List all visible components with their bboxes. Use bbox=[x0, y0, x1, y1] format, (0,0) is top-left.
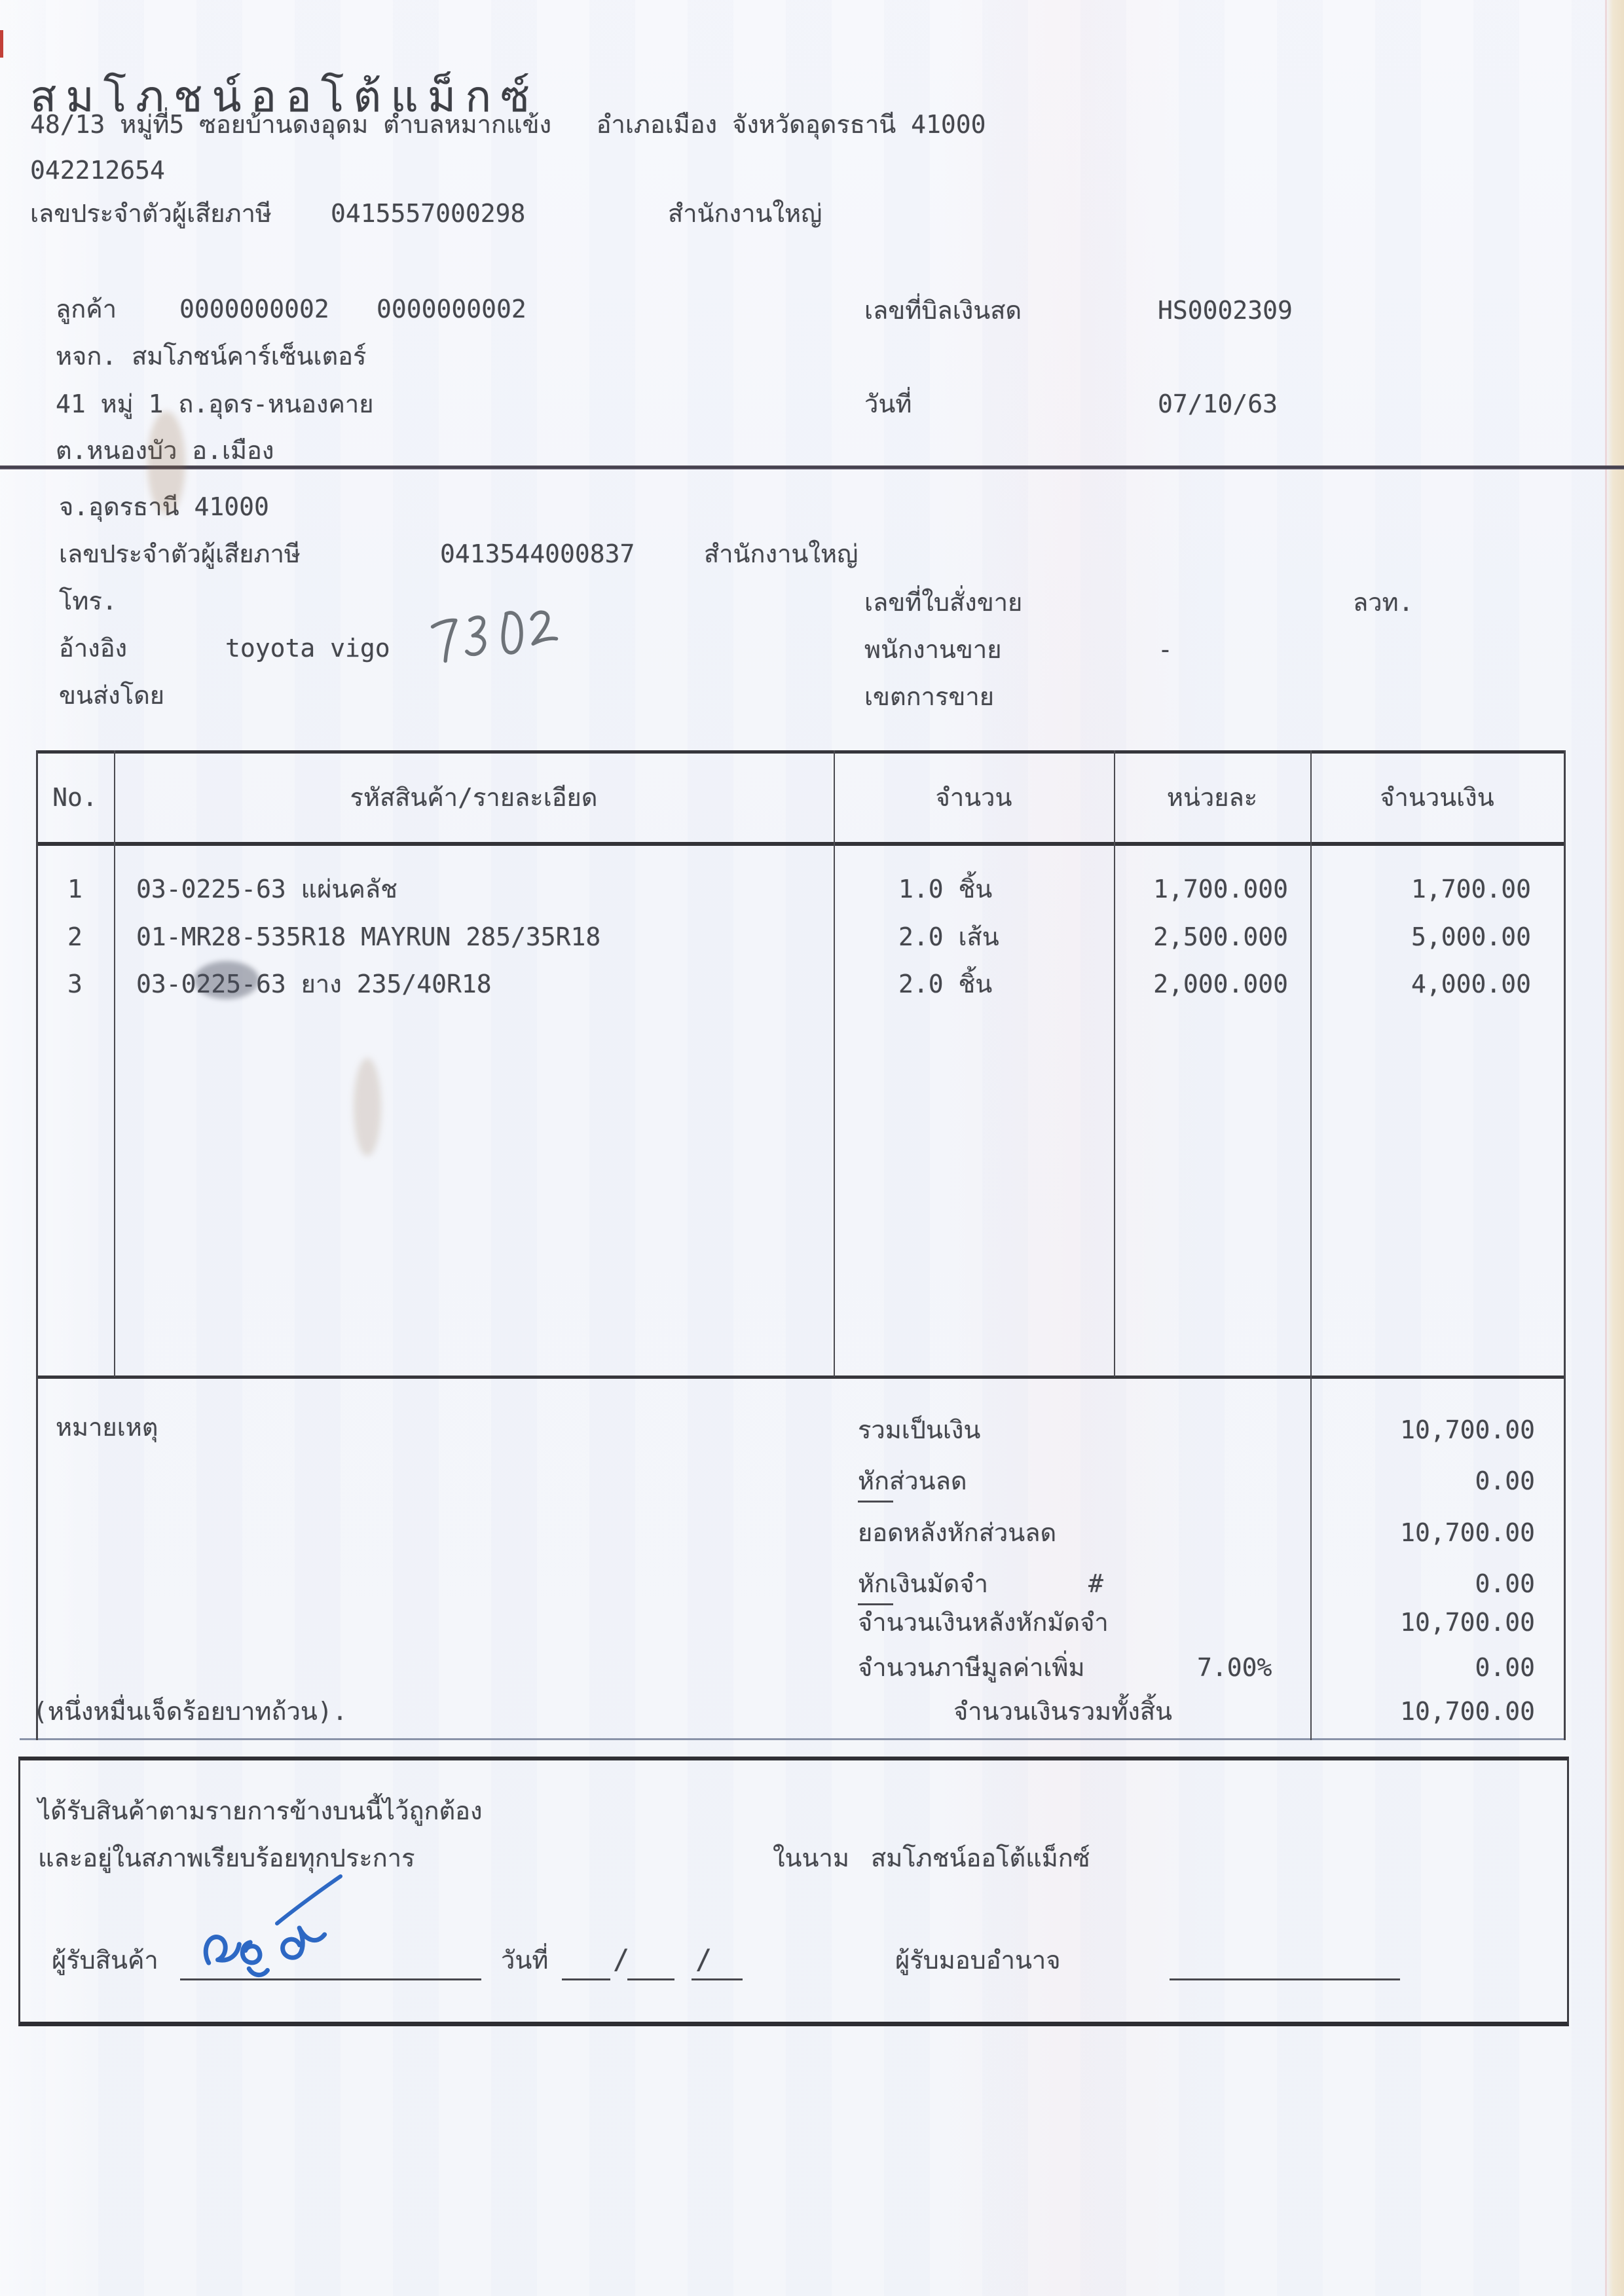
item-unit-price: 2,000.000 bbox=[1153, 970, 1288, 998]
date-year-line bbox=[692, 1978, 743, 1980]
bill-date-value: 07/10/63 bbox=[1158, 390, 1278, 418]
total-label: ยอดหลังหักส่วนลด bbox=[858, 1518, 1057, 1547]
bill-date-label: วันที่ bbox=[864, 390, 912, 418]
table-col-divider-qty bbox=[1114, 750, 1115, 1377]
header-amount: จำนวนเงิน bbox=[1380, 783, 1494, 812]
header-qty: จำนวน bbox=[935, 783, 1012, 812]
company-name: สมโภชน์ออโต้แม็กซ์ bbox=[30, 71, 540, 122]
header-unit-price: หน่วยละ bbox=[1166, 783, 1258, 812]
signature-scribble bbox=[187, 1916, 335, 1988]
total-label: หักเงินมัดจำ bbox=[858, 1569, 988, 1598]
table-items-totals-divider bbox=[36, 1376, 1566, 1379]
customer-address-1: 41 หมู่ 1 ถ.อุดร-หนองคาย bbox=[56, 390, 374, 418]
customer-label: ลูกค้า bbox=[56, 295, 117, 323]
date-slash: / bbox=[613, 1943, 630, 1975]
in-name-company: สมโภชน์ออโต้แม็กซ์ bbox=[871, 1844, 1090, 1872]
table-header-divider bbox=[36, 842, 1566, 846]
company-phone: 042212654 bbox=[30, 156, 165, 185]
header-no: No. bbox=[52, 783, 98, 812]
scan-smudge bbox=[194, 961, 259, 999]
total-label: หักส่วนลด bbox=[858, 1467, 967, 1495]
label-underline bbox=[858, 1603, 893, 1605]
item-qty: 1.0 ชิ้น bbox=[898, 875, 993, 903]
table-top-border bbox=[36, 750, 1566, 754]
total-value: 0.00 bbox=[1475, 1569, 1535, 1598]
table-right-border bbox=[1564, 750, 1566, 1740]
date-day-line bbox=[562, 1978, 610, 1980]
company-tax-id: 0415557000298 bbox=[331, 199, 526, 228]
receiver-label: ผู้รับสินค้า bbox=[52, 1946, 158, 1975]
salesperson-label: พนักงานขาย bbox=[864, 635, 1002, 664]
total-value: 10,700.00 bbox=[1400, 1415, 1535, 1444]
customer-name: หจก. สมโภชน์คาร์เซ็นเตอร์ bbox=[56, 342, 367, 371]
sale-area-label: เขตการขาย bbox=[864, 682, 994, 711]
note-label: หมายเหตุ bbox=[56, 1413, 158, 1442]
table-col-divider-no bbox=[114, 750, 115, 1377]
total-label: รวมเป็นเงิน bbox=[858, 1415, 981, 1444]
total-value: 0.00 bbox=[1475, 1653, 1535, 1682]
total-value: 10,700.00 bbox=[1400, 1608, 1535, 1637]
total-extra: 7.00% bbox=[1197, 1653, 1272, 1682]
bill-no-label: เลขที่บิลเงินสด bbox=[864, 296, 1022, 325]
item-qty: 2.0 เส้น bbox=[898, 922, 999, 951]
customer-tax-id: 0413544000837 bbox=[440, 539, 635, 568]
scan-edge-strip bbox=[1606, 0, 1624, 2296]
company-address: 48/13 หมู่ที่5 ซอยบ้านดงอุดม ตำบลหมากแข้ง อำเภอเมือง จังหวัดอุดรธานี 41000 bbox=[30, 110, 986, 139]
table-bottom-border bbox=[20, 1738, 1565, 1740]
total-value: 10,700.00 bbox=[1400, 1518, 1535, 1547]
scan-smudge bbox=[354, 1058, 381, 1156]
total-value: 0.00 bbox=[1475, 1467, 1535, 1495]
footer-date-label: วันที่ bbox=[501, 1946, 549, 1975]
label-underline bbox=[858, 1501, 893, 1503]
salesperson-value: - bbox=[1158, 635, 1173, 664]
item-amount: 4,000.00 bbox=[1411, 970, 1531, 998]
in-name-label: ในนาม bbox=[773, 1844, 849, 1872]
item-unit-price: 1,700.000 bbox=[1153, 875, 1288, 903]
item-no: 2 bbox=[67, 922, 83, 951]
phone-label: โทร. bbox=[59, 587, 117, 615]
item-amount: 1,700.00 bbox=[1411, 875, 1531, 903]
customer-address-2: ต.หนองบัว อ.เมือง bbox=[56, 436, 274, 465]
table-col-divider-desc bbox=[834, 750, 835, 1377]
lwt-label: ลวท. bbox=[1353, 588, 1414, 617]
grand-total-value: 10,700.00 bbox=[1400, 1697, 1535, 1726]
receiver-signature-line bbox=[180, 1978, 481, 1980]
item-no: 1 bbox=[67, 875, 83, 903]
sale-order-label: เลขที่ใบสั่งขาย bbox=[864, 588, 1023, 617]
item-desc: 03-0225-63 ยาง 235/40R18 bbox=[136, 970, 492, 998]
customer-tax-id-label: เลขประจำตัวผู้เสียภาษี bbox=[59, 539, 301, 568]
item-no: 3 bbox=[67, 970, 83, 998]
total-extra: # bbox=[1088, 1569, 1103, 1598]
footer-line-2: และอยู่ในสภาพเรียบร้อยทุกประการ bbox=[38, 1844, 415, 1872]
handwritten-ref-7302 bbox=[426, 598, 569, 678]
transport-label: ขนส่งโดย bbox=[59, 681, 165, 710]
customer-code-1: 0000000002 bbox=[179, 295, 329, 323]
date-month-line bbox=[627, 1978, 674, 1980]
item-unit-price: 2,500.000 bbox=[1153, 922, 1288, 951]
company-head-office: สำนักงานใหญ่ bbox=[668, 199, 822, 228]
item-amount: 5,000.00 bbox=[1411, 922, 1531, 951]
item-desc: 03-0225-63 แผ่นคลัช bbox=[136, 875, 397, 903]
reference-label: อ้างอิง bbox=[59, 634, 128, 663]
scan-smudge bbox=[147, 411, 185, 515]
total-label: จำนวนภาษีมูลค่าเพิ่ม bbox=[858, 1653, 1085, 1682]
item-qty: 2.0 ชิ้น bbox=[898, 970, 993, 998]
authorized-signature-line bbox=[1170, 1978, 1400, 1980]
grand-total-label: จำนวนเงินรวมทั้งสิ้น bbox=[953, 1697, 1172, 1726]
header-desc: รหัสสินค้า/รายละเอียด bbox=[350, 783, 598, 812]
customer-head-office: สำนักงานใหญ่ bbox=[704, 539, 858, 568]
scan-red-speck bbox=[0, 30, 3, 58]
company-tax-id-label: เลขประจำตัวผู้เสียภาษี bbox=[30, 199, 272, 228]
date-slash: / bbox=[695, 1943, 712, 1975]
amount-in-words: (หนึ่งหมื่นเจ็ดร้อยบาทถ้วน). bbox=[33, 1697, 348, 1726]
customer-code-2: 0000000002 bbox=[377, 295, 526, 323]
scan-fold-line bbox=[0, 465, 1624, 469]
authorized-label: ผู้รับมอบอำนาจ bbox=[895, 1946, 1061, 1975]
customer-address-3: จ.อุดรธานี 41000 bbox=[59, 492, 269, 521]
reference-value: toyota vigo bbox=[225, 634, 390, 663]
total-label: จำนวนเงินหลังหักมัดจำ bbox=[858, 1608, 1109, 1637]
bill-no-value: HS0002309 bbox=[1158, 296, 1293, 325]
item-desc: 01-MR28-535R18 MAYRUN 285/35R18 bbox=[136, 922, 601, 951]
footer-line-1: ได้รับสินค้าตามรายการข้างบนนี้ไว้ถูกต้อง bbox=[38, 1796, 483, 1825]
